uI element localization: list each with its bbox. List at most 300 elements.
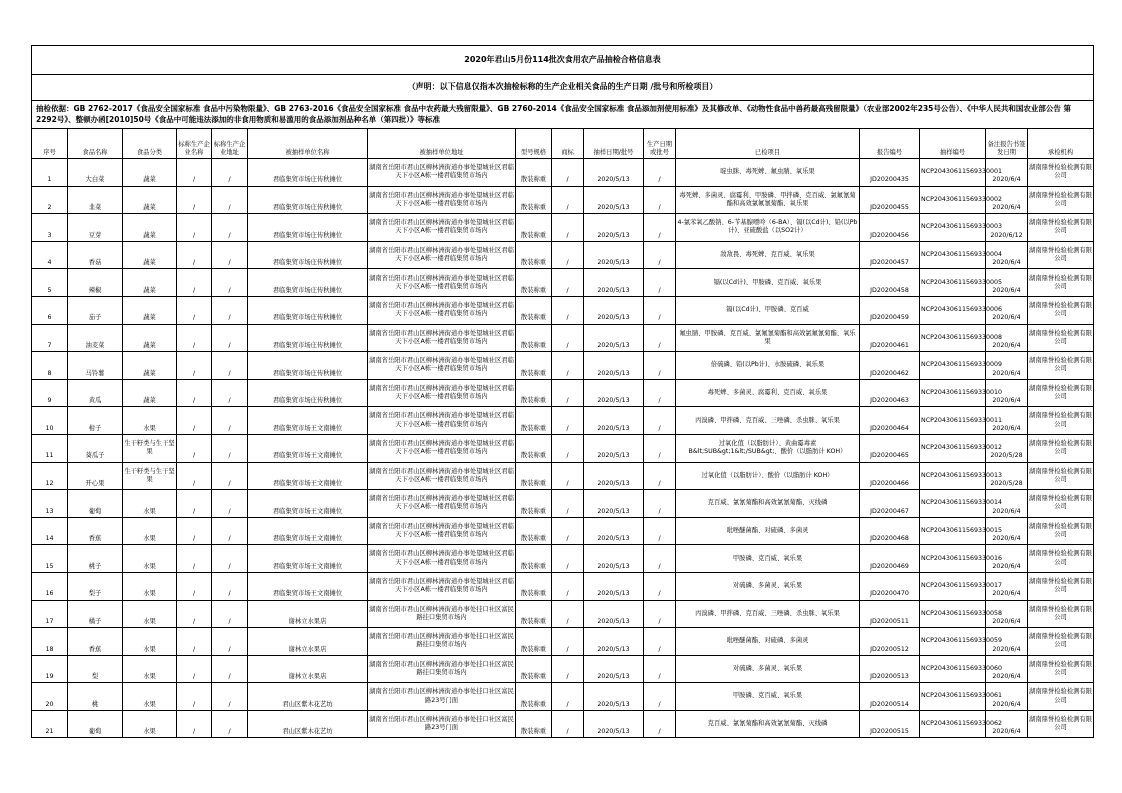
sampled-unit: 君临集贸市场庄传秋摊位 xyxy=(248,296,368,324)
manufacturer: / xyxy=(177,545,212,573)
testing-lab: 湖南鼎誉检验检测有限公司 xyxy=(1028,434,1094,462)
header-row xyxy=(32,129,1094,159)
food-category: 蔬菜 xyxy=(123,214,177,242)
food-name: 香菇 xyxy=(68,241,123,269)
testing-lab: 湖南鼎誉检验检测有限公司 xyxy=(1028,462,1094,490)
food-category: 生干籽类与生干坚果 xyxy=(123,462,177,490)
food-name: 柑子 xyxy=(68,407,123,435)
spec: 散装称重 xyxy=(516,159,552,187)
sampled-unit-address: 湖南省岳阳市君山区柳林洲街道办事处望城社区君临天下小区A栋一楼君临集贸市场内 xyxy=(368,269,516,297)
food-category: 蔬菜 xyxy=(123,269,177,297)
report-number: JD20200464 xyxy=(860,407,920,435)
manufacturer: / xyxy=(177,352,212,380)
tested-items: 敌敌畏、毒死蜱、克百威、氧乐果 xyxy=(676,241,860,269)
testing-lab: 湖南鼎誉检验检测有限公司 xyxy=(1028,186,1094,214)
spec: 散装称重 xyxy=(516,655,552,683)
manufacturer: / xyxy=(177,710,212,738)
production-batch: / xyxy=(644,655,676,683)
food-category: 蔬菜 xyxy=(123,186,177,214)
food-name: 梨子 xyxy=(68,572,123,600)
production-batch: / xyxy=(644,352,676,380)
sample-date: 2020/5/13 xyxy=(584,186,644,214)
testing-lab: 湖南鼎誉检验检测有限公司 xyxy=(1028,710,1094,738)
row-no: 6 xyxy=(32,296,68,324)
sample-date: 2020/5/13 xyxy=(584,628,644,656)
table-row xyxy=(32,628,1094,656)
brand: / xyxy=(552,159,584,187)
sampled-unit: 君临集贸市场庄传秋摊位 xyxy=(248,269,368,297)
spec: 散装称重 xyxy=(516,269,552,297)
sample-date: 2020/5/13 xyxy=(584,269,644,297)
sampled-unit-address: 湖南省岳阳市君山区柳林洲街道办事处望城社区君临天下小区A栋一楼君临集贸市场内 xyxy=(368,572,516,600)
manufacturer: / xyxy=(177,490,212,518)
sampled-unit-address: 湖南省岳阳市君山区柳林洲街道办事处望城社区君临天下小区A栋一楼君临集贸市场内 xyxy=(368,159,516,187)
sample-number: NCP20430611569330009 xyxy=(920,352,986,380)
brand: / xyxy=(552,545,584,573)
sampled-unit-address: 湖南省岳阳市君山区柳林洲街道办事处挂口社区富民路挂口集贸市场内 xyxy=(368,655,516,683)
food-category: 水果 xyxy=(123,572,177,600)
sample-number: NCP20430611569330006 xyxy=(920,296,986,324)
table-row xyxy=(32,407,1094,435)
testing-lab: 湖南鼎誉检验检测有限公司 xyxy=(1028,572,1094,600)
table-row xyxy=(32,296,1094,324)
table-title: 2020年君山5月份114批次食用农产品抽检合格信息表 xyxy=(32,46,1094,75)
food-category: 蔬菜 xyxy=(123,296,177,324)
sample-date: 2020/5/13 xyxy=(584,379,644,407)
header-col-no: 序号 xyxy=(32,129,68,159)
manufacturer: / xyxy=(177,572,212,600)
header-col-issue-date: 备注报告书签发日期 xyxy=(986,129,1028,159)
sample-number: NCP20430611569330014 xyxy=(920,490,986,518)
testing-lab: 湖南鼎誉检验检测有限公司 xyxy=(1028,379,1094,407)
sampled-unit-address: 湖南省岳阳市君山区柳林洲街道办事处望城社区君临天下小区A栋一楼君临集贸市场内 xyxy=(368,352,516,380)
row-no: 20 xyxy=(32,683,68,711)
table-row xyxy=(32,655,1094,683)
spec: 散装称重 xyxy=(516,324,552,352)
brand: / xyxy=(552,379,584,407)
manufacturer: / xyxy=(177,296,212,324)
tested-items: 甲胺磷、克百威、氧乐果 xyxy=(676,545,860,573)
spec: 散装称重 xyxy=(516,572,552,600)
food-name: 韭菜 xyxy=(68,186,123,214)
testing-lab: 湖南鼎誉检验检测有限公司 xyxy=(1028,407,1094,435)
sample-number: NCP20430611569330017 xyxy=(920,572,986,600)
issue-date: 2020/6/4 xyxy=(986,517,1028,545)
food-name: 马铃薯 xyxy=(68,352,123,380)
sample-date: 2020/5/13 xyxy=(584,434,644,462)
table-body xyxy=(32,159,1094,738)
testing-lab: 湖南鼎誉检验检测有限公司 xyxy=(1028,352,1094,380)
sample-number: NCP20430611569330011 xyxy=(920,407,986,435)
manufacturer: / xyxy=(177,214,212,242)
manufacturer-address: / xyxy=(212,628,248,656)
food-name: 橘子 xyxy=(68,600,123,628)
header-col-sample-no: 抽样编号 xyxy=(920,129,986,159)
testing-lab: 湖南鼎誉检验检测有限公司 xyxy=(1028,683,1094,711)
sample-number: NCP20430611569330015 xyxy=(920,517,986,545)
row-no: 11 xyxy=(32,434,68,462)
spec: 散装称重 xyxy=(516,296,552,324)
production-batch: / xyxy=(644,628,676,656)
brand: / xyxy=(552,572,584,600)
manufacturer-address: / xyxy=(212,710,248,738)
food-name: 辣椒 xyxy=(68,269,123,297)
testing-lab: 湖南鼎誉检验检测有限公司 xyxy=(1028,159,1094,187)
issue-date: 2020/5/28 xyxy=(986,434,1028,462)
report-number: JD20200463 xyxy=(860,379,920,407)
sample-date: 2020/5/13 xyxy=(584,545,644,573)
sample-number: NCP20430611569330061 xyxy=(920,683,986,711)
spec: 散装称重 xyxy=(516,628,552,656)
sampled-unit-address: 湖南省岳阳市君山区柳林洲街道办事处望城社区君临天下小区A栋一楼君临集贸市场内 xyxy=(368,490,516,518)
brand: / xyxy=(552,324,584,352)
manufacturer: / xyxy=(177,159,212,187)
sampled-unit: 谢林立水果店 xyxy=(248,628,368,656)
testing-lab: 湖南鼎誉检验检测有限公司 xyxy=(1028,655,1094,683)
header-col-brand: 商标 xyxy=(552,129,584,159)
sample-number: NCP20430611569330059 xyxy=(920,628,986,656)
spec: 散装称重 xyxy=(516,545,552,573)
spec: 散装称重 xyxy=(516,241,552,269)
food-category: 生干籽类与生干坚果 xyxy=(123,434,177,462)
issue-date: 2020/6/4 xyxy=(986,296,1028,324)
sampled-unit: 君临集贸市场王文南摊位 xyxy=(248,517,368,545)
spec: 散装称重 xyxy=(516,710,552,738)
row-no: 4 xyxy=(32,241,68,269)
table-row xyxy=(32,159,1094,187)
row-no: 18 xyxy=(32,628,68,656)
food-name: 香蕉 xyxy=(68,628,123,656)
tested-items: 毒死蜱、多菌灵、腐霉利、克百威、氧乐果 xyxy=(676,379,860,407)
brand: / xyxy=(552,352,584,380)
food-name: 葡萄 xyxy=(68,710,123,738)
sampled-unit-address: 湖南省岳阳市君山区柳林洲街道办事处挂口社区富民路23号门面 xyxy=(368,710,516,738)
issue-date: 2020/6/4 xyxy=(986,379,1028,407)
row-no: 21 xyxy=(32,710,68,738)
row-no: 14 xyxy=(32,517,68,545)
issue-date: 2020/6/4 xyxy=(986,710,1028,738)
brand: / xyxy=(552,462,584,490)
sampled-unit-address: 湖南省岳阳市君山区柳林洲街道办事处望城社区君临天下小区A栋一楼君临集贸市场内 xyxy=(368,434,516,462)
manufacturer-address: / xyxy=(212,600,248,628)
production-batch: / xyxy=(644,214,676,242)
sampled-unit: 君临集贸市场王文南摊位 xyxy=(248,572,368,600)
row-no: 16 xyxy=(32,572,68,600)
tested-items: 丙溴磷、甲拌磷、克百威、三唑磷、杀虫脒、氧乐果 xyxy=(676,407,860,435)
tested-items: 镉(以Cd计)、甲胺磷、克百威 xyxy=(676,296,860,324)
table-row xyxy=(32,517,1094,545)
testing-lab: 湖南鼎誉检验检测有限公司 xyxy=(1028,517,1094,545)
sampled-unit: 君山区紫木花艺坊 xyxy=(248,683,368,711)
manufacturer-address: / xyxy=(212,462,248,490)
sampled-unit-address: 湖南省岳阳市君山区柳林洲街道办事处挂口社区富民路挂口集贸市场内 xyxy=(368,628,516,656)
tested-items: 克百威、氯氰菊酯和高效氯氰菊酯、灭线磷 xyxy=(676,710,860,738)
production-batch: / xyxy=(644,324,676,352)
header-col-manufacturer: 标称生产企业名称 xyxy=(177,129,212,159)
table-row xyxy=(32,214,1094,242)
sample-number: NCP20430611569330010 xyxy=(920,379,986,407)
issue-date: 2020/6/4 xyxy=(986,324,1028,352)
manufacturer-address: / xyxy=(212,655,248,683)
spec: 散装称重 xyxy=(516,462,552,490)
production-batch: / xyxy=(644,462,676,490)
brand: / xyxy=(552,710,584,738)
row-no: 12 xyxy=(32,462,68,490)
spec: 散装称重 xyxy=(516,517,552,545)
sample-date: 2020/5/13 xyxy=(584,159,644,187)
sample-number: NCP20430611569330058 xyxy=(920,600,986,628)
manufacturer-address: / xyxy=(212,572,248,600)
manufacturer-address: / xyxy=(212,186,248,214)
manufacturer: / xyxy=(177,379,212,407)
tested-items: 倍硫磷、铅(以Pb计)、水胺硫磷、氧乐果 xyxy=(676,352,860,380)
report-number: JD20200435 xyxy=(860,159,920,187)
testing-lab: 湖南鼎誉检验检测有限公司 xyxy=(1028,324,1094,352)
report-number: JD20200468 xyxy=(860,517,920,545)
sampled-unit-address: 湖南省岳阳市君山区柳林洲街道办事处望城社区君临天下小区A栋一楼君临集贸市场内 xyxy=(368,324,516,352)
issue-date: 2020/6/4 xyxy=(986,545,1028,573)
manufacturer-address: / xyxy=(212,490,248,518)
spec: 散装称重 xyxy=(516,407,552,435)
table-row xyxy=(32,490,1094,518)
header-col-report-no: 报告编号 xyxy=(860,129,920,159)
sampled-unit-address: 湖南省岳阳市君山区柳林洲街道办事处望城社区君临天下小区A栋一楼君临集贸市场内 xyxy=(368,545,516,573)
sampled-unit-address: 湖南省岳阳市君山区柳林洲街道办事处挂口社区富民路挂口集贸市场内 xyxy=(368,600,516,628)
sampled-unit-address: 湖南省岳阳市君山区柳林洲街道办事处望城社区君临天下小区A栋一楼君临集贸市场内 xyxy=(368,296,516,324)
sampled-unit-address: 湖南省岳阳市君山区柳林洲街道办事处望城社区君临天下小区A栋一楼君临集贸市场内 xyxy=(368,186,516,214)
food-category: 蔬菜 xyxy=(123,159,177,187)
manufacturer-address: / xyxy=(212,159,248,187)
food-name: 桃子 xyxy=(68,545,123,573)
issue-date: 2020/6/4 xyxy=(986,269,1028,297)
food-category: 水果 xyxy=(123,710,177,738)
brand: / xyxy=(552,655,584,683)
tested-items: 甲胺磷、克百威、氧乐果 xyxy=(676,683,860,711)
production-batch: / xyxy=(644,545,676,573)
manufacturer: / xyxy=(177,324,212,352)
report-number: JD20200462 xyxy=(860,352,920,380)
food-category: 蔬菜 xyxy=(123,379,177,407)
testing-lab: 湖南鼎誉检验检测有限公司 xyxy=(1028,296,1094,324)
sampled-unit: 君临集贸市场庄传秋摊位 xyxy=(248,214,368,242)
sampled-unit: 君临集贸市场庄传秋摊位 xyxy=(248,186,368,214)
manufacturer: / xyxy=(177,628,212,656)
sampled-unit-address: 湖南省岳阳市君山区柳林洲街道办事处望城社区君临天下小区A栋一楼君临集贸市场内 xyxy=(368,379,516,407)
header-col-lab: 承检机构 xyxy=(1028,129,1094,159)
table-row xyxy=(32,683,1094,711)
tested-items: 过氧化值（以脂肪计）、酸价（以脂肪计 KOH） xyxy=(676,462,860,490)
food-name: 桃 xyxy=(68,683,123,711)
report-number: JD20200465 xyxy=(860,434,920,462)
disclaimer-note: （声明：以下信息仅指本次抽检标称的生产企业相关食品的生产日期 /批号和所检项目） xyxy=(32,75,1094,101)
testing-lab: 湖南鼎誉检验检测有限公司 xyxy=(1028,545,1094,573)
table-row xyxy=(32,710,1094,738)
row-no: 17 xyxy=(32,600,68,628)
tested-items: 克百威、氯氰菊酯和高效氯氰菊酯、灭线磷 xyxy=(676,490,860,518)
spec: 散装称重 xyxy=(516,352,552,380)
brand: / xyxy=(552,214,584,242)
issue-date: 2020/6/12 xyxy=(986,214,1028,242)
production-batch: / xyxy=(644,269,676,297)
production-batch: / xyxy=(644,186,676,214)
spec: 散装称重 xyxy=(516,379,552,407)
testing-lab: 湖南鼎誉检验检测有限公司 xyxy=(1028,600,1094,628)
tested-items: 过氧化值（以脂肪计）、黄曲霉毒素B&lt;SUB&gt;1&lt;/SUB&gt;、酸价（以脂肪计 KOH） xyxy=(676,434,860,462)
food-name: 梨 xyxy=(68,655,123,683)
spec: 散装称重 xyxy=(516,490,552,518)
sample-number: NCP20430611569330012 xyxy=(920,434,986,462)
report-number: JD20200457 xyxy=(860,241,920,269)
sample-number: NCP20430611569330005 xyxy=(920,269,986,297)
food-category: 蔬菜 xyxy=(123,352,177,380)
tested-items: 对硫磷、多菌灵、氧乐果 xyxy=(676,655,860,683)
brand: / xyxy=(552,186,584,214)
inspection-basis: 抽检依据：GB 2762-2017《食品安全国家标准 食品中污染物限量》、GB 2763-2016《食品安全国家标准 食品中农药最大残留限量》、GB 2760-2014《食品安全国家标准 食品添加剂使用标准》及其修改单、《动物性食品中兽药最高残留限量》（农业部2002年235号公告）、《中华人民共和国农业部公告 第2292号》、整顿办函[2010]50号《食品中可能违法添加的非食用物质和易滥用的食品添加剂品种名单（第四批）》等标准 xyxy=(32,101,1094,129)
food-name: 大白菜 xyxy=(68,159,123,187)
spec: 散装称重 xyxy=(516,600,552,628)
manufacturer: / xyxy=(177,186,212,214)
table-row xyxy=(32,462,1094,490)
sampled-unit: 君临集贸市场庄传秋摊位 xyxy=(248,379,368,407)
manufacturer: / xyxy=(177,517,212,545)
brand: / xyxy=(552,296,584,324)
inspection-table xyxy=(31,45,1094,738)
header-col-spec: 型号规格 xyxy=(516,129,552,159)
report-number: JD20200467 xyxy=(860,490,920,518)
production-batch: / xyxy=(644,683,676,711)
manufacturer: / xyxy=(177,407,212,435)
manufacturer-address: / xyxy=(212,241,248,269)
brand: / xyxy=(552,434,584,462)
header-col-category: 食品分类 xyxy=(123,129,177,159)
table-row xyxy=(32,572,1094,600)
sample-date: 2020/5/13 xyxy=(584,214,644,242)
brand: / xyxy=(552,241,584,269)
sampled-unit: 君临集贸市场庄传秋摊位 xyxy=(248,241,368,269)
sampled-unit-address: 湖南省岳阳市君山区柳林洲街道办事处望城社区君临天下小区A栋一楼君临集贸市场内 xyxy=(368,517,516,545)
manufacturer-address: / xyxy=(212,683,248,711)
tested-items: 吡唑醚菌酯、对硫磷、多菌灵 xyxy=(676,517,860,545)
table-row xyxy=(32,269,1094,297)
report-number: JD20200466 xyxy=(860,462,920,490)
report-number: JD20200459 xyxy=(860,296,920,324)
table-row xyxy=(32,241,1094,269)
production-batch: / xyxy=(644,490,676,518)
sample-number: NCP20430611569330016 xyxy=(920,545,986,573)
food-name: 茄子 xyxy=(68,296,123,324)
issue-date: 2020/6/4 xyxy=(986,628,1028,656)
sampled-unit-address: 湖南省岳阳市君山区柳林洲街道办事处望城社区君临天下小区A栋一楼君临集贸市场内 xyxy=(368,241,516,269)
sampled-unit: 君临集贸市场庄传秋摊位 xyxy=(248,159,368,187)
manufacturer: / xyxy=(177,462,212,490)
sample-date: 2020/5/13 xyxy=(584,710,644,738)
spec: 散装称重 xyxy=(516,214,552,242)
manufacturer-address: / xyxy=(212,434,248,462)
issue-date: 2020/6/4 xyxy=(986,407,1028,435)
sample-date: 2020/5/13 xyxy=(584,683,644,711)
issue-date: 2020/6/4 xyxy=(986,572,1028,600)
tested-items: 氟虫腈、甲胺磷、克百威、氯氟氰菊酯和高效氯氟氰菊酯、氧乐果 xyxy=(676,324,860,352)
manufacturer: / xyxy=(177,600,212,628)
sample-date: 2020/5/13 xyxy=(584,572,644,600)
sampled-unit: 君临集贸市场王文南摊位 xyxy=(248,490,368,518)
sampled-unit-address: 湖南省岳阳市君山区柳林洲街道办事处望城社区君临天下小区A栋一楼君临集贸市场内 xyxy=(368,407,516,435)
sample-number: NCP20430611569330002 xyxy=(920,186,986,214)
sampled-unit-address: 湖南省岳阳市君山区柳林洲街道办事处挂口社区富民路23号门面 xyxy=(368,683,516,711)
sampled-unit: 君临集贸市场庄传秋摊位 xyxy=(248,352,368,380)
brand: / xyxy=(552,628,584,656)
sample-number: NCP20430611569330013 xyxy=(920,462,986,490)
production-batch: / xyxy=(644,296,676,324)
food-name: 葵瓜子 xyxy=(68,434,123,462)
header-col-production-date: 生产日期或批号 xyxy=(644,129,676,159)
table-row xyxy=(32,186,1094,214)
food-category: 水果 xyxy=(123,683,177,711)
brand: / xyxy=(552,683,584,711)
report-number: JD20200458 xyxy=(860,269,920,297)
manufacturer: / xyxy=(177,683,212,711)
sample-date: 2020/5/13 xyxy=(584,655,644,683)
sample-number: NCP20430611569330060 xyxy=(920,655,986,683)
food-category: 水果 xyxy=(123,600,177,628)
sampled-unit: 君临集贸市场庄传秋摊位 xyxy=(248,324,368,352)
testing-lab: 湖南鼎誉检验检测有限公司 xyxy=(1028,628,1094,656)
sampled-unit: 君临集贸市场王文南摊位 xyxy=(248,407,368,435)
header-col-manufacturer-address: 标称生产企业地址 xyxy=(212,129,248,159)
testing-lab: 湖南鼎誉检验检测有限公司 xyxy=(1028,269,1094,297)
production-batch: / xyxy=(644,434,676,462)
sample-date: 2020/5/13 xyxy=(584,324,644,352)
sample-number: NCP20430611569330003 xyxy=(920,214,986,242)
issue-date: 2020/5/28 xyxy=(986,462,1028,490)
report-number: JD20200514 xyxy=(860,683,920,711)
sampled-unit-address: 湖南省岳阳市君山区柳林洲街道办事处望城社区君临天下小区A栋一楼君临集贸市场内 xyxy=(368,214,516,242)
table-row xyxy=(32,379,1094,407)
sample-number: NCP20430611569330004 xyxy=(920,241,986,269)
tested-items: 啶虫脒、毒死蜱、氟虫腈、氧乐果 xyxy=(676,159,860,187)
production-batch: / xyxy=(644,517,676,545)
tested-items: 丙溴磷、甲拌磷、克百威、三唑磷、杀虫脒、氧乐果 xyxy=(676,600,860,628)
sampled-unit: 君山区紫木花艺坊 xyxy=(248,710,368,738)
row-no: 7 xyxy=(32,324,68,352)
brand: / xyxy=(552,490,584,518)
food-category: 水果 xyxy=(123,490,177,518)
food-category: 水果 xyxy=(123,407,177,435)
header-col-sampled-unit-address: 被抽样单位地址 xyxy=(368,129,516,159)
report-number: JD20200513 xyxy=(860,655,920,683)
manufacturer-address: / xyxy=(212,324,248,352)
issue-date: 2020/6/4 xyxy=(986,352,1028,380)
sample-date: 2020/5/13 xyxy=(584,407,644,435)
row-no: 9 xyxy=(32,379,68,407)
manufacturer-address: / xyxy=(212,379,248,407)
issue-date: 2020/6/4 xyxy=(986,490,1028,518)
manufacturer: / xyxy=(177,269,212,297)
issue-date: 2020/6/4 xyxy=(986,600,1028,628)
header-col-food-name: 食品名称 xyxy=(68,129,123,159)
production-batch: / xyxy=(644,710,676,738)
row-no: 8 xyxy=(32,352,68,380)
issue-date: 2020/6/4 xyxy=(986,655,1028,683)
manufacturer-address: / xyxy=(212,296,248,324)
row-no: 13 xyxy=(32,490,68,518)
sampled-unit: 谢林立水果店 xyxy=(248,600,368,628)
spec: 散装称重 xyxy=(516,434,552,462)
issue-date: 2020/6/4 xyxy=(986,241,1028,269)
manufacturer-address: / xyxy=(212,214,248,242)
sample-number: NCP20430611569330008 xyxy=(920,324,986,352)
food-name: 豆芽 xyxy=(68,214,123,242)
